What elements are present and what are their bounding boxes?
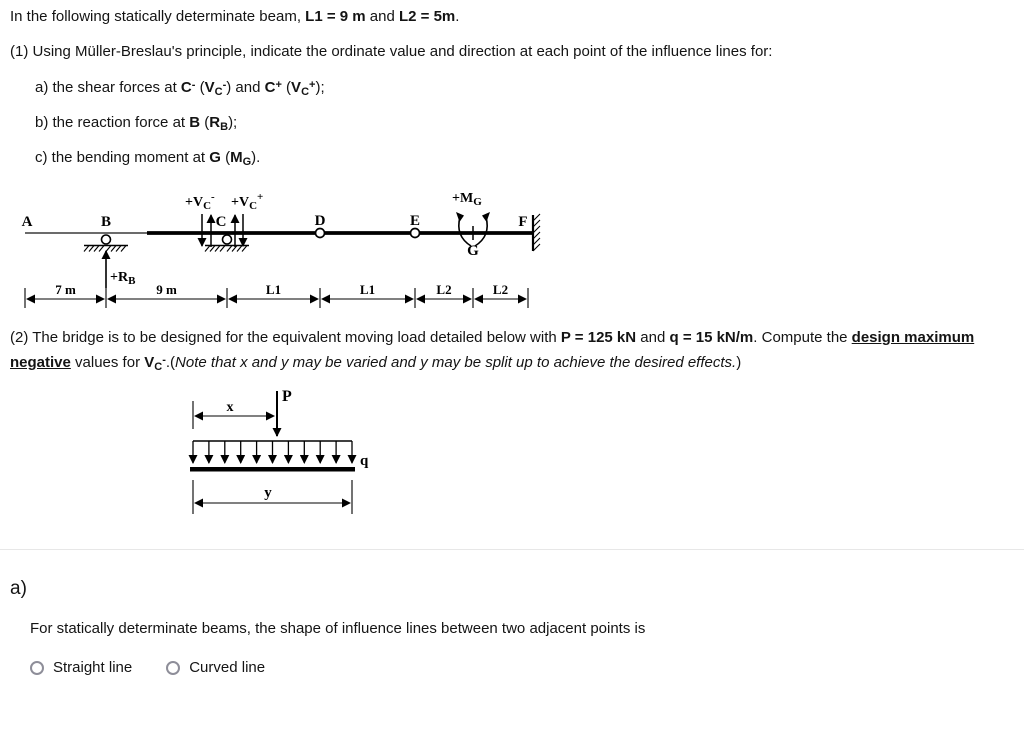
fixed-support-F — [533, 214, 540, 251]
question-1a — [35, 79, 325, 98]
question-2 — [10, 326, 1016, 379]
question-1c — [35, 149, 260, 168]
radio-button-straight-line[interactable] — [30, 661, 44, 675]
mg-label: $+M_G$ — [452, 191, 482, 208]
moving-load-diagram — [170, 385, 400, 525]
y-label: y — [264, 485, 272, 501]
q1b-point: B — [189, 114, 201, 131]
question-1: (1) Using Müller-Breslau's principle, indicate the ordinate value and direction at each point of the influence lines for: — [10, 43, 773, 60]
q1a-c-plus: C — [264, 79, 276, 96]
q2-note: Note that x and y may be varied and y may be split up to achieve the desired effects. — [175, 354, 737, 371]
label-F: F — [518, 214, 528, 230]
label-A: A — [21, 214, 33, 230]
load-beam-bar — [190, 467, 355, 472]
l1-value: L1 = 9 m — [305, 8, 366, 25]
q1b-paren: ( — [200, 114, 210, 131]
hinge-D — [316, 229, 325, 238]
moment-arrowhead-left — [456, 212, 464, 222]
label-E: E — [409, 213, 421, 229]
q1c-text: c) the bending moment at — [35, 149, 210, 166]
vc-plus-label: $+V_C^+$ — [231, 191, 264, 212]
q2-and: and — [636, 329, 670, 346]
option-straight-line-label[interactable]: Straight line — [53, 659, 133, 676]
q1a-v2: V — [291, 79, 302, 96]
q1a-v1: V — [204, 79, 215, 96]
label-B: B — [100, 214, 112, 230]
dim-9m: 9 m — [156, 282, 177, 297]
p-label: P — [282, 388, 292, 405]
q2-text-3: values for — [70, 354, 145, 371]
dim-L1-a: L1 — [265, 282, 282, 297]
q2-v-sub: C — [154, 361, 163, 373]
q1a-c-plus-sup: + — [275, 79, 282, 91]
q1a-v1-sub: C — [214, 86, 223, 98]
q1a-end: ); — [315, 79, 325, 96]
q1c-paren: ( — [220, 149, 231, 166]
option-straight-line[interactable] — [30, 659, 132, 676]
radio-button-curved-line[interactable] — [166, 661, 180, 675]
y-dimension — [193, 480, 352, 514]
option-curved-line[interactable] — [166, 659, 265, 676]
q1a-v2-sub: C — [301, 86, 310, 98]
question-1b — [35, 114, 237, 133]
beam-diagram — [0, 185, 560, 320]
q1a-paren-2: ( — [281, 79, 292, 96]
q2-close-paren: ) — [736, 354, 742, 371]
moment-symbol-G — [456, 212, 490, 246]
intro-line — [10, 8, 459, 25]
x-dimension — [193, 401, 274, 429]
label-D: D — [314, 213, 326, 229]
q2-design-max-neg: design maximum negative — [10, 329, 975, 371]
label-G: G — [467, 243, 479, 259]
l2-value: L2 = 5m — [398, 8, 456, 25]
intro-text-2: and — [365, 8, 399, 25]
option-curved-line-label[interactable]: Curved line — [189, 659, 266, 676]
dim-L1-b: L1 — [359, 282, 376, 297]
q1c-end: ). — [251, 149, 261, 166]
intro-text-3: . — [455, 8, 460, 25]
q1a-v1-sup: - — [222, 79, 227, 91]
dim-L2-a: L2 — [436, 282, 452, 297]
q1a-c-minus-sup: - — [191, 79, 196, 91]
q1c-m: M — [230, 149, 243, 166]
hinge-E — [411, 229, 420, 238]
q2-q-value: q = 15 kN/m — [669, 329, 754, 346]
q2-p-value: P = 125 kN — [560, 329, 637, 346]
q2-text: (2) The bridge is to be designed for the equivalent moving load detailed below with — [10, 329, 561, 346]
q2-v: V — [144, 354, 155, 371]
dim-L2-b: L2 — [492, 282, 509, 297]
q2-text-2: . Compute the — [753, 329, 852, 346]
rb-label: $+R_B$ — [110, 270, 136, 287]
intro-text: In the following statically determinate beam, — [10, 8, 306, 25]
q1c-m-sub: G — [242, 156, 252, 168]
section-divider — [0, 549, 1024, 550]
q2-dot-paren: .( — [165, 354, 176, 371]
q1c-point: G — [209, 149, 221, 166]
q1b-end: ); — [228, 114, 238, 131]
part-a-heading: a) — [10, 578, 27, 599]
distributed-load — [193, 441, 352, 463]
q1b-text: b) the reaction force at — [35, 114, 190, 131]
q1a-text: a) the shear forces at — [35, 79, 181, 96]
q1a-v2-sup: + — [309, 79, 316, 91]
q2-v-sup: - — [162, 354, 166, 366]
label-C: C — [215, 214, 227, 230]
vc-minus-label: $+V_C^-$ — [185, 191, 215, 212]
q1a-and: ) and — [226, 79, 265, 96]
answer-options — [30, 659, 265, 676]
part-a-question: For statically determinate beams, the shape of influence lines between two adjacent points is — [30, 620, 646, 637]
moment-arrowhead-right — [482, 212, 490, 222]
q1b-r-sub: B — [220, 121, 229, 133]
q1a-paren: ( — [195, 79, 205, 96]
q-label: q — [360, 453, 369, 469]
support-B — [84, 235, 128, 252]
q1a-c-minus: C — [180, 79, 192, 96]
q1b-r: R — [209, 114, 221, 131]
x-label: x — [226, 400, 234, 415]
dim-7m: 7 m — [55, 282, 76, 297]
